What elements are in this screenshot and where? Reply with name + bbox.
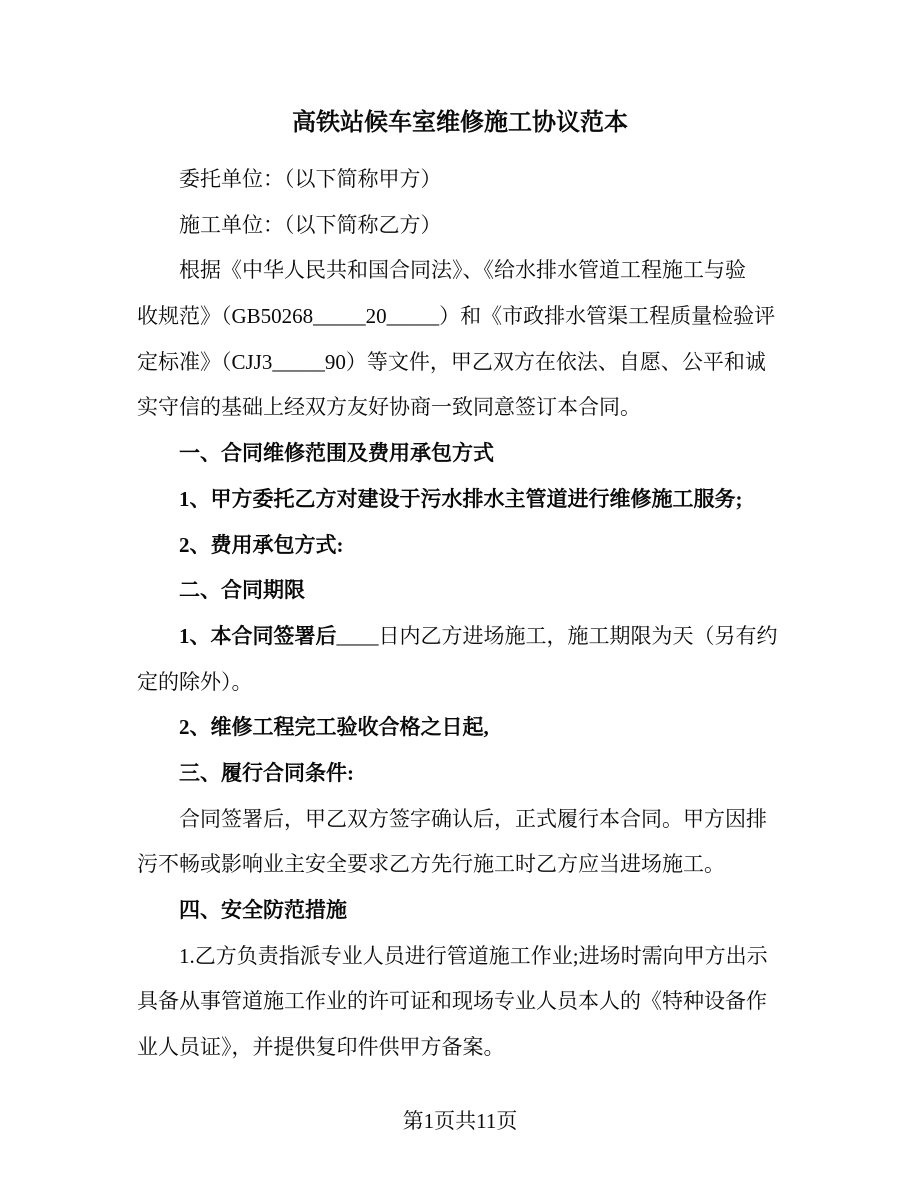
text-line <box>137 934 783 980</box>
text-segment: 合同签署后，甲乙双方签字确认后，正式履行本合同。甲方因排 <box>179 806 767 831</box>
text-line <box>137 842 783 888</box>
text-line <box>137 979 783 1025</box>
text-line <box>137 431 783 477</box>
bold-text-segment: 2、维修工程完工验收合格之日起, <box>179 715 489 740</box>
text-line <box>137 568 783 614</box>
text-segment: 收规范》（GB50268_____20_____）和《市政排水管渠工程质量检验评 <box>137 304 776 329</box>
text-segment: 污不畅或影响业主安全要求乙方先行施工时乙方应当进场施工。 <box>137 852 725 877</box>
document-body <box>137 157 783 1071</box>
text-line <box>137 340 783 386</box>
text-line <box>137 385 783 431</box>
text-segment: ____日内乙方进场施工，施工期限为天（另有约 <box>336 623 778 648</box>
page-number: 第1页共11页 <box>402 1109 518 1133</box>
text-segment: 具备从事管道施工作业的许可证和现场专业人员本人的《特种设备作 <box>137 989 767 1014</box>
text-line <box>137 248 783 294</box>
bold-text-segment: 二、合同期限 <box>179 578 305 603</box>
text-segment: 实守信的基础上经双方友好协商一致同意签订本合同。 <box>137 395 641 420</box>
text-line <box>137 523 783 569</box>
bold-text-segment: 2、费用承包方式: <box>179 532 344 557</box>
bold-text-segment: 一、合同维修范围及费用承包方式 <box>179 441 494 466</box>
text-line <box>137 157 783 203</box>
text-line <box>137 888 783 934</box>
text-line <box>137 705 783 751</box>
text-line <box>137 203 783 249</box>
text-segment: 施工单位：（以下简称乙方） <box>179 212 442 237</box>
text-segment: 根据《中华人民共和国合同法》、《给水排水管道工程施工与验 <box>179 258 746 283</box>
text-line <box>137 294 783 340</box>
text-line <box>137 660 783 706</box>
bold-text-segment: 三、履行合同条件: <box>179 760 354 785</box>
bold-text-segment: 1、本合同签署后 <box>179 623 337 648</box>
bold-text-segment: 四、安全防范措施 <box>179 898 347 922</box>
text-segment: 业人员证》，并提供复印件供甲方备案。 <box>137 1035 505 1060</box>
bold-text-segment: 1、甲方委托乙方对建设于污水排水主管道进行维修施工服务; <box>179 486 743 511</box>
text-segment: 委托单位：（以下简称甲方） <box>179 167 442 191</box>
text-line <box>137 614 783 660</box>
text-segment: 定的除外）。 <box>137 669 253 694</box>
text-line <box>137 1025 783 1071</box>
text-segment: 1.乙方负责指派专业人员进行管道施工作业;进场时需向甲方出示 <box>179 943 768 968</box>
text-line <box>137 751 783 797</box>
document-title: 高铁站候车室维修施工协议范本 <box>292 110 628 136</box>
text-line <box>137 797 783 843</box>
text-segment: 定标准》（CJJ3_____90）等文件，甲乙双方在依法、自愿、公平和诚 <box>137 349 766 374</box>
text-line <box>137 477 783 523</box>
